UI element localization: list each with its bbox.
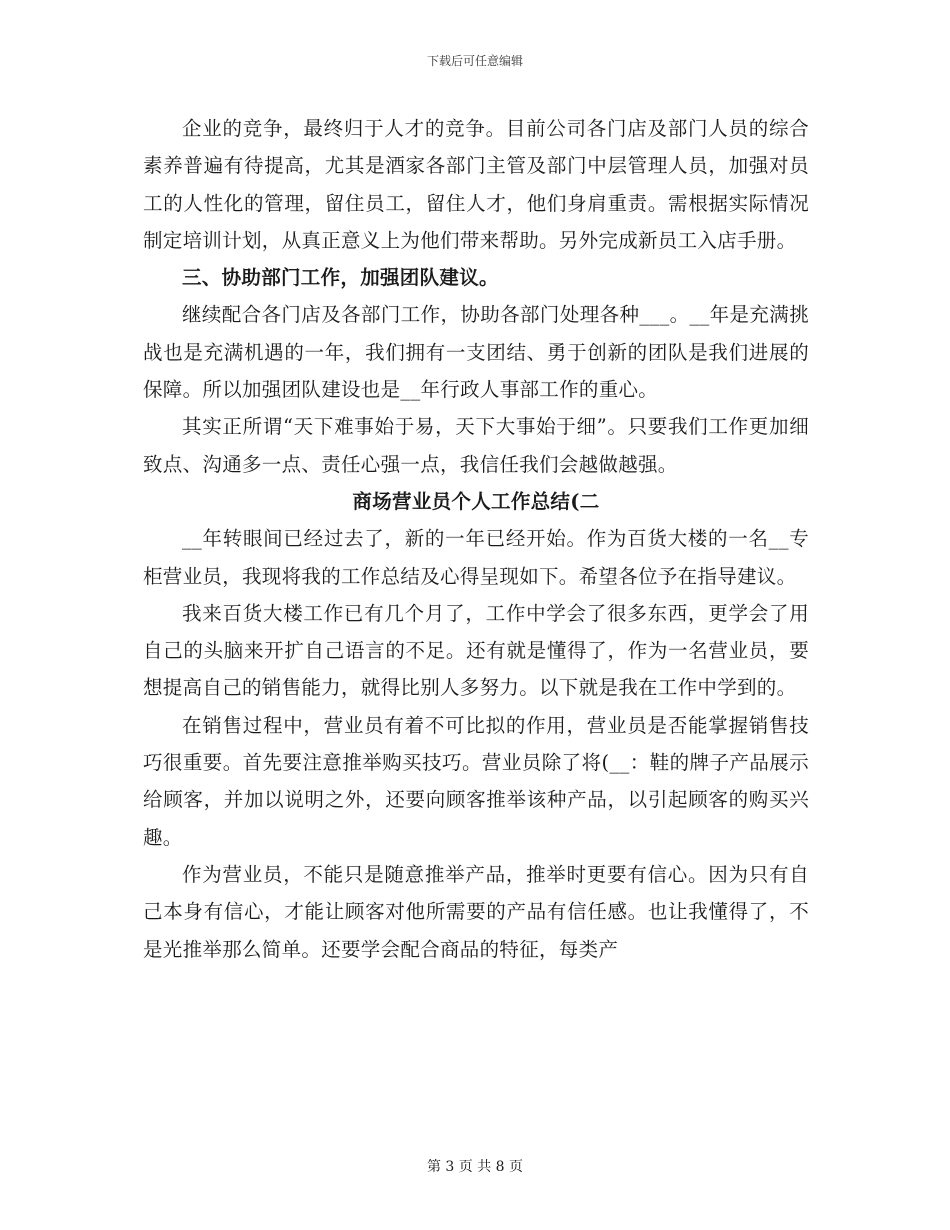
paragraph-year-intro: __年转眼间已经过去了，新的一年已经开始。作为百货大楼的一名__专柜营业员，我现将我的工作总结及心得呈现如下。希望各位予在指导建议。 — [143, 527, 809, 588]
paragraph-sales-skills: 在销售过程中，营业员有着不可比拟的作用，营业员是否能掌握销售技巧很重要。首先要注意推举购买技巧。营业员除了将(__：鞋的牌子产品展示给顾客，并加以说明之外，还要向顾客推举该种产品，以引起顾客的购买兴趣。 — [143, 713, 809, 849]
paragraph-cooperation: 继续配合各门店及各部门工作，协助各部门处理各种___。__年是充满挑战也是充满机遇的一年，我们拥有一支团结、勇于创新的团队是我们进展的保障。所以加强团队建设也是__年行政人事部工作的重心。 — [143, 303, 809, 402]
section-title-salesperson-summary: 商场营业员个人工作总结(二 — [352, 489, 600, 513]
document-body — [143, 110, 809, 968]
page-header: 下载后可任意编辑 — [426, 54, 523, 68]
paragraph-talent-competition: 企业的竞争，最终归于人才的竞争。目前公司各门店及部门人员的综合素养普遍有待提高，尤其是酒家各部门主管及部门中层管理人员，加强对员工的人性化的管理，留住员工，留住人才，他们身肩重责。需根据实际情况制定培训计划，从真正意义上为他们带来帮助。另外完成新员工入店手册。 — [143, 117, 809, 252]
paragraph-confidence: 作为营业员，不能只是随意推举产品，推举时更要有信心。因为只有自己本身有信心，才能让顾客对他所需要的产品有信任感。也让我懂得了，不是光推举那么简单。还要学会配合商品的特征，每类产 — [143, 862, 809, 961]
paragraph-learning: 我来百货大楼工作已有几个月了，工作中学会了很多东西，更学会了用自己的头脑来开扩自己语言的不足。还有就是懂得了，作为一名营业员，要想提高自己的销售能力，就得比别人多努力。以下就是我在工作中学到的。 — [143, 601, 809, 700]
section-heading-team-building: 三、协助部门工作，加强团队建议。 — [182, 266, 499, 290]
paragraph-details: 其实正所谓“天下难事始于易，天下大事始于细”。只要我们工作更加细致点、沟通多一点、责任心强一点，我信任我们会越做越强。 — [143, 415, 809, 476]
page-number: 第 3 页 共 8 页 — [426, 1159, 524, 1175]
